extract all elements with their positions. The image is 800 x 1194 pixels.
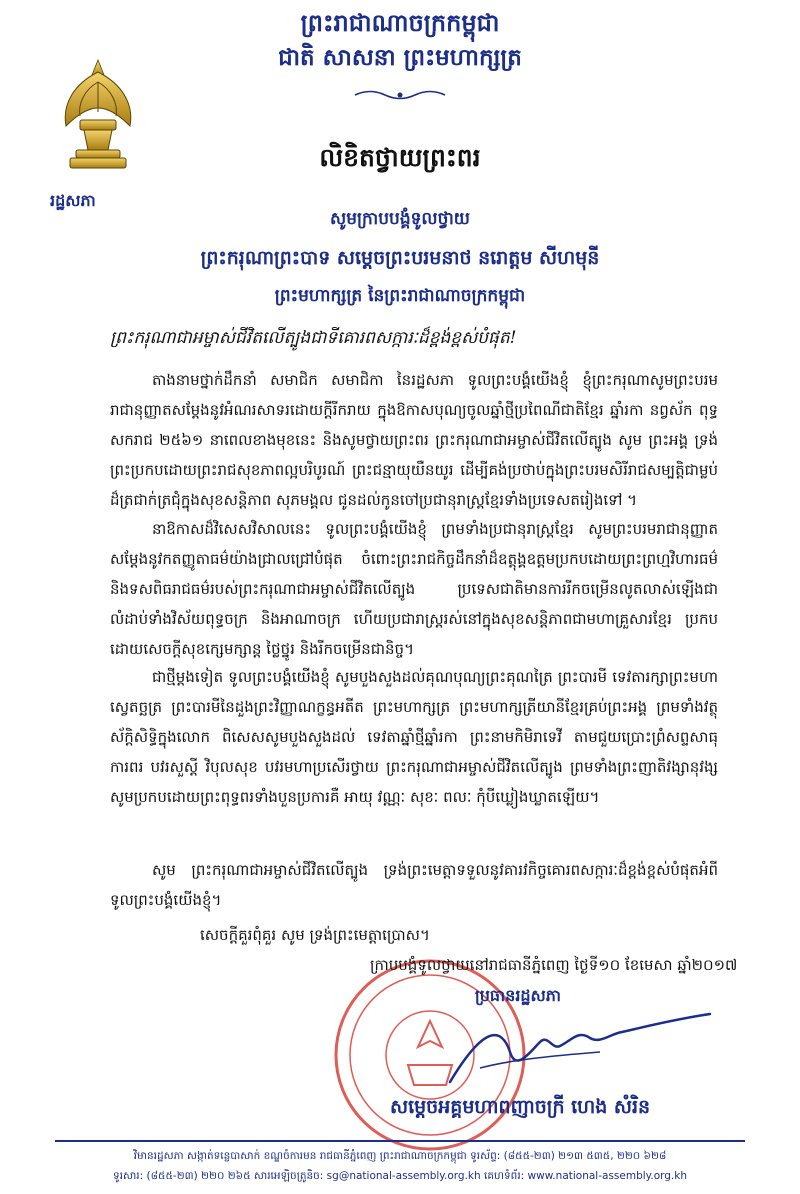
signer-role: ប្រធានរដ្ឋសភា — [475, 986, 562, 1005]
footer-contact: ទូរសារ: (៨៥៥-២៣) ២២០ ២៦៥ សារអេឡិចត្រូនិច: sg@national-assembly.org.kh គេហទំព័រ: www.national-assembly.org.kh — [112, 1170, 688, 1182]
address-line-1: សូមក្រាបបង្គំទូលថ្វាយ — [330, 209, 470, 229]
body-paragraph: តាងនាមថ្នាក់ដឹកនាំ សមាជិក សមាជិកា នៃរដ្ឋសភា ទូលព្រះបង្គំយើងខ្ញុំ ខ្ញុំព្រះករុណាសូមព្រះបរមរាជានុញ្ញាតសម្តែងនូវអំណរសាទរដោយក្តីរីករាយ ក្នុងឱកាសបុណ្យចូលឆ្នាំថ្មីប្រពៃណីជាតិខ្មែរ ឆ្នាំរកា នព្វស័ក ពុទ្ធសករាជ ២៥៦១ នាពេលខាងមុខនេះ និងសូមថ្វាយព្រះពរ ព្រះករុណាជាអម្ចាស់ជីវិតលើត្បូង សូម ព្រះអង្គ ទ្រង់ព្រះប្រកបដោយព្រះរាជសុខភាពល្អបរិបូរណ៍ ព្រះជន្មាយុយឺនយូរ ដើម្បីគង់ប្រថាប់ក្នុងព្រះបរមសិរីរាជសម្បត្តិជាម្លប់ដ៏ត្រជាក់ត្រជុំក្នុងសុខសន្តិភាព សុភមង្គល ជូនដល់កូនចៅប្រជានុរាស្ត្រខ្មែរទាំងប្រទេសតរៀងទៅ ។ — [110, 371, 718, 509]
closing-line: សេចក្តីគួរពុំគួរ សូម ទ្រង់ព្រះមេត្តាប្រោស។ — [200, 926, 430, 944]
body-paragraph: នាឱកាសដ៏វិសេសវិសាលនេះ ទូលព្រះបង្គំយើងខ្ញុំ ព្រមទាំងប្រជានុរាស្ត្រខ្មែរ សូមព្រះបរមរាជានុញ្ញាតសម្តែងនូវកតញ្ញូតាធម៌យ៉ាងជ្រាលជ្រៅបំផុត ចំពោះព្រះរាជកិច្ចដឹកនាំដ៏ឧត្តុង្គឧត្តមប្រកបដោយព្រះព្រហ្មវិហារធម៌ និងទសពិធរាជធម៌របស់ព្រះករុណាជាអម្ចាស់ជីវិតលើត្បូង ប្រទេសជាតិមានការរីកចម្រើនលូតលាស់ឡើងជាលំដាប់ទាំងវិស័យពុទ្ធចក្រ និងអាណាចក្រ ហើយប្រជារាស្ត្ររស់នៅក្នុងសុខសន្តិភាពជាមហាគ្រួសារខ្មែរ ប្រកបដោយសេចក្តីសុខក្សេមក្សាន្ត ថ្លៃថ្នូរ និងរីកចម្រើនជានិច្ច។ — [110, 520, 718, 658]
ornament-divider — [350, 88, 450, 102]
address-line-2: ព្រះករុណាព្រះបាទ សម្តេចព្រះបរមនាថ នរោត្តម សីហមុនី — [200, 247, 600, 269]
organization-label: រដ្ឋសភា — [50, 191, 96, 210]
place-and-date: ក្រាបបង្គំទូលថ្វាយនៅរាជធានីភ្នំពេញ ថ្ងៃទី១០ ខែមេសា ឆ្នាំ២០១៧ — [370, 956, 738, 974]
signer-name: សម្តេចអគ្គមហាពញាចក្រី ហេង សំរិន — [390, 1096, 651, 1118]
body-paragraph: សូម ព្រះករុណាជាអម្ចាស់ជីវិតលើត្បូង ទ្រង់ព្រះមេត្តាទទួលនូវគារវកិច្ចគោរពសក្ការៈដ៏ខ្ពង់ខ្ពស់បំផុតអំពីទូលព្រះបង្គំយើងខ្ញុំ។ — [110, 861, 718, 909]
handwritten-signature — [440, 1012, 720, 1092]
kingdom-heading: ព្រះរាជាណាចក្រកម្ពុជា — [300, 8, 500, 37]
address-line-3: ព្រះមហាក្សត្រ នៃព្រះរាជាណាចក្រកម្ពុជា — [274, 286, 526, 306]
document-title: លិខិតថ្វាយព្រះពរ — [319, 143, 481, 172]
motto-heading: ជាតិ សាសនា ព្រះមហាក្សត្រ — [278, 44, 522, 71]
salutation: ព្រះករុណាជាអម្ចាស់ជីវិតលើត្បូងជាទីគោរពសក្ការៈដ៏ខ្ពង់ខ្ពស់បំផុត! — [110, 328, 517, 348]
body-paragraph: ជាថ្មីម្តងទៀត ទូលព្រះបង្គំយើងខ្ញុំ សូមបួងសួងដល់គុណបុណ្យព្រះគុណត្រៃ ព្រះបារមី ទេវតារក្សាព្រះមហាស្វេតច្ឆត្រ ព្រះបារមីនៃដួងព្រះវិញ្ញាណក្ខន្ធអតីត ព្រះមហាក្សត្រ ព្រះមហាក្សត្រីយានីខ្មែរគ្រប់ព្រះអង្គ ព្រមទាំងវត្ថុស័ក្តិសិទ្ធិក្នុងលោក ពិសេសសូមបួងសួងដល់ ទេវតាឆ្នាំថ្មីឆ្នាំរកា ព្រះនាមកិមិរាទេវី តាមជួយប្រោះព្រំសព្ទសាធុការពរ បវរសួស្តី វិបុលសុខ បវរមហាប្រសើរថ្វាយ ព្រះករុណាជាអម្ចាស់ជីវិតលើត្បូង ព្រមទាំងព្រះញាតិវង្សានុវង្ស សូមប្រកបដោយព្រះពុទ្ធពរទាំងបួនប្រការគឺ អាយុ វណ្ណៈ សុខៈ ពលៈ កុំបីឃ្លៀងឃ្លាតឡើយ។ — [110, 668, 718, 806]
footer-divider — [55, 1140, 745, 1142]
footer-address: វិមានរដ្ឋសភា សង្កាត់ទន្លេបាសាក់ ខណ្ឌចំការមន រាជធានីភ្នំពេញ ព្រះរាជាណាចក្រកម្ពុជា ទូរស័ព្ទ: (៨៥៥-២៣) ២១៣ ៥៣៥, ២២០ ៦២៨ — [133, 1150, 667, 1162]
